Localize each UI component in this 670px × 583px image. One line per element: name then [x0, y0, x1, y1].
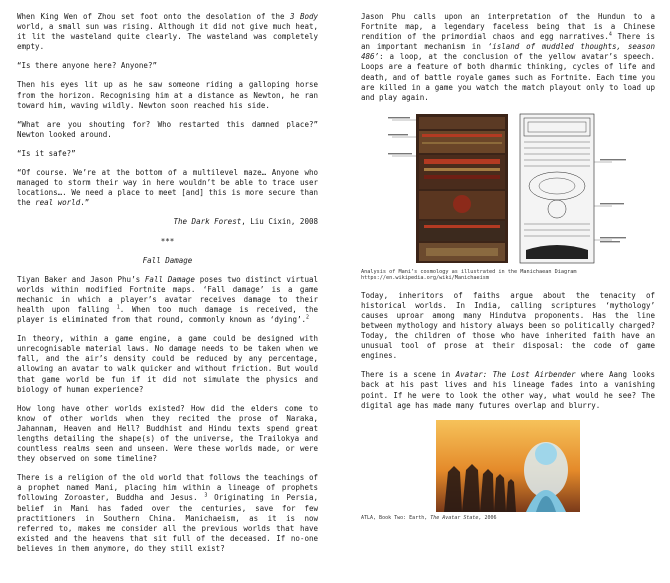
paragraph: [361, 12, 655, 103]
paragraph: “Is there anyone here? Anyone?”: [17, 61, 157, 71]
text: : a loop, at the conclusion of the yellow avatar’s speech. Loops are a feature of both dharmic thinking, cycles of life and death, and of battle royale games such as Fortnite. Each time you are killed in a game you watch the match playout only to load up and play again.: [361, 52, 655, 102]
caption-line: Analysis of Mani’s cosmology as illustrated in the Manichaean Diagram: [361, 268, 577, 275]
citation-author: , Liu Cixin, 2008: [241, 217, 318, 227]
paragraph: How long have other worlds existed? How did the elders come to know of other worlds when they recited the prose of Naraka, Jahannam, Heaven and Hell? Buddhist and Hindu texts spend great lengths detailing the shape(s) of the universe, the Trailokya and countless realms seen and unseen. Were these worlds made, or were they observed on some timeline?: [17, 403, 318, 464]
paragraph: “Is it safe?”: [17, 148, 76, 158]
manichaean-diagram-image: [386, 112, 630, 265]
section-separator: ***: [160, 236, 175, 246]
paragraph: [17, 473, 318, 554]
paragraph: [17, 168, 318, 208]
figure-caption: [361, 269, 655, 282]
text: where Aang looks back at his past lives and his lineage fades into a vanishing point. If he were to look the other way, what would he see? The digital age has made many futures overlap and blurry.: [361, 370, 655, 410]
caption-emphasis: The Avatar State: [430, 514, 479, 521]
emphasis: Fall Damage: [144, 274, 195, 284]
caption-text: , 2006: [478, 514, 497, 521]
text: . When too much damage is received, the player is eliminated from that round, commonly known as ‘dying’.: [17, 304, 318, 325]
text: When King Wen of Zhou set foot onto the desolation of the: [17, 12, 290, 21]
paragraph: Today, inheritors of faiths argue about the tenacity of historical worlds. In India, calling scriptures ‘mythology’ causes uproar among many Hindutva proponents. Has the line between mythology and history always been so politically charged? Today, the children of those who have inherited faith have an unusual tool of prose at their disposal: the code of game engines.: [361, 290, 655, 361]
figure-caption: [361, 515, 655, 521]
cosmology-painting: [416, 114, 508, 263]
citation: [17, 217, 318, 227]
text: There is a scene in: [361, 370, 456, 380]
text: There is an important mechanism in: [361, 32, 655, 52]
avatar-state-image: [436, 420, 580, 512]
annotation-lines-left: [392, 120, 416, 156]
footnote-marker[interactable]: 4: [608, 31, 612, 38]
paragraph: Then his eyes lit up as he saw someone riding a galloping horse from the horizon. Recognising him at a distance as Newton, he ran toward him, waving wildly. Newton soon reached his side.: [17, 80, 318, 110]
text: There is a religion of the old world that follows the teachings of a prophet named Mani, placing him within a lineage of prophets following Zoroaster, Buddha and Jesus.: [17, 473, 318, 503]
annotation-labels-left: [388, 117, 412, 154]
footnote-marker[interactable]: 1: [116, 304, 120, 311]
citation-title: The Dark Forest: [173, 217, 242, 227]
paragraph: “What are you shouting for? Who restarted this damned place?” Newton looked around.: [17, 119, 318, 139]
section-heading: [17, 256, 318, 266]
left-column: [17, 12, 318, 563]
text: Tiyan Baker and Jason Phu’s: [17, 274, 145, 284]
paragraph: [17, 275, 318, 325]
paragraph: [361, 370, 655, 410]
text: Originating in Persia, belief in Mani has faded over the centuries, save for few practitioners in Southern China. Manichaeism, as it is now referred to, makes me consider all the previous worlds that have existed and the heavens that sit full of the deceased. If no-one believes in them anymore, do they still exist?: [17, 493, 319, 553]
annotation-lines-right: [594, 162, 612, 240]
text: world, a small sun was rising. Although it did not give much heat, it lit the wasteland quite clearly. The wasteland was completely empty.: [17, 22, 318, 52]
heading-text: Fall Damage: [142, 255, 193, 265]
text: .”: [80, 198, 90, 208]
emphasis: Avatar: The Lost Airbender: [455, 370, 576, 380]
paragraph: In theory, within a game engine, a game could be designed with unrecognisable material laws. No damage needs to be taken when we fall, and the air’s density could be reduced by any percentage, allowing an avatar to walk quicker and without friction. But would that game world be fun if it did not simulate the physics and biology of human experience?: [17, 334, 318, 394]
text: “Of course. We’re at the bottom of a multilevel maze… Anyone who managed to storm their way in here wouldn’t be able to trace user locations…. We need a place to meet [and] this is more secure than the: [17, 168, 318, 208]
paragraph: [17, 12, 318, 52]
footnote-marker[interactable]: 2: [305, 314, 309, 321]
footnote-marker[interactable]: 3: [204, 492, 208, 499]
cosmology-line-diagram: [520, 114, 594, 263]
emphasis: 3 Body: [289, 12, 318, 21]
avatar-state-figure: [436, 420, 580, 512]
right-column: [361, 12, 655, 530]
emphasis: real world: [35, 198, 81, 208]
manichaean-diagram-figure: [386, 112, 630, 265]
text: Jason Phu calls upon an interpretation of the Hundun to a Fortnite map, a legendary faceless being that is a Chinese rendition of the primordial chaos and egg narratives.: [361, 12, 655, 42]
annotation-labels-right: [600, 159, 626, 242]
caption-text: ATLA, Book Two: Earth,: [361, 514, 431, 521]
emphasis: ‘island of muddled thoughts, season 486’: [361, 42, 655, 62]
text: poses two distinct virtual worlds within modified Fortnite maps. ‘Fall damage’ is a game mechanic in which a player’s avatar receives damage to their health upon falling: [17, 274, 318, 314]
caption-link[interactable]: https://en.wikipedia.org/wiki/Manichaeism: [361, 275, 490, 282]
